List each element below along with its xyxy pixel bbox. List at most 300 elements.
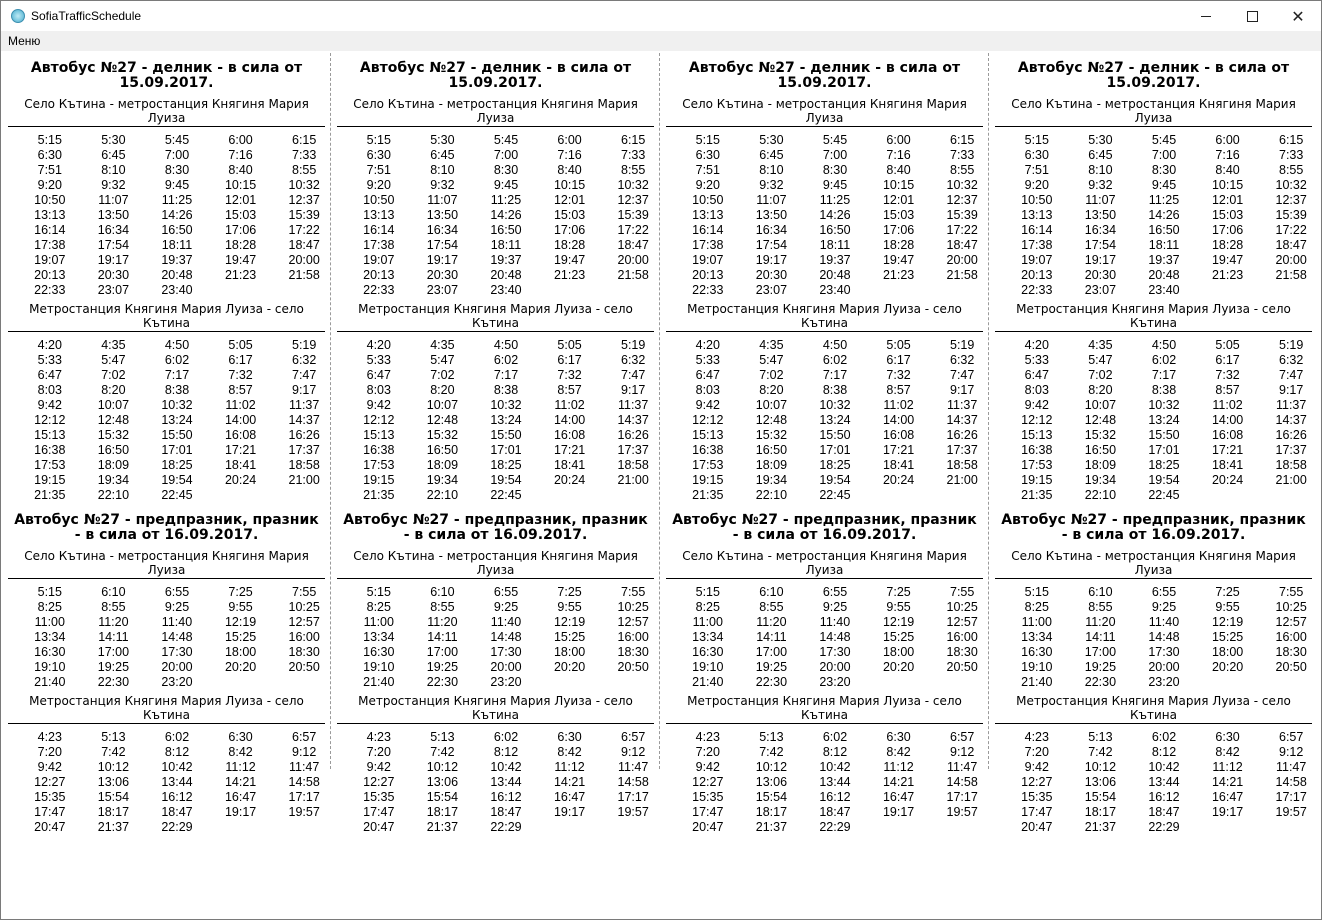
departure-time: 8:25 [366, 600, 391, 614]
departure-time: 16:26 [617, 428, 649, 442]
departure-time: 19:54 [1148, 473, 1180, 487]
departure-time: 17:06 [1211, 223, 1244, 237]
maximize-button[interactable] [1229, 1, 1275, 31]
departure-time: 14:48 [1148, 630, 1180, 644]
departure-time: 15:03 [1211, 208, 1244, 222]
departure-time: 12:48 [1084, 413, 1117, 427]
departure-time: 19:17 [1211, 805, 1244, 819]
schedule-content [1, 51, 1321, 919]
departure-time: 23:40 [161, 283, 193, 297]
departure-time: 14:00 [1211, 413, 1244, 427]
departure-time: 4:20 [695, 338, 720, 352]
departure-time: 8:55 [430, 600, 455, 614]
departure-time: 15:32 [755, 428, 788, 442]
departure-time: 22:30 [426, 675, 459, 689]
departure-time: 7:55 [621, 585, 646, 599]
departure-time: 7:47 [292, 368, 317, 382]
departure-time: 8:57 [228, 383, 253, 397]
departure-time: 11:20 [98, 615, 129, 629]
departure-time: 11:47 [946, 760, 978, 774]
departure-time: 6:55 [822, 585, 848, 599]
departure-time: 9:42 [366, 398, 391, 412]
departure-time: 22:33 [34, 283, 66, 297]
departure-time: 5:19 [1279, 338, 1304, 352]
departure-time: 8:38 [1151, 383, 1177, 397]
departure-time: 15:54 [1084, 790, 1117, 804]
departure-time: 13:24 [1148, 413, 1180, 427]
departure-time: 6:32 [621, 353, 646, 367]
departure-time: 5:30 [759, 133, 784, 147]
departure-time: 19:17 [553, 805, 586, 819]
departure-time: 22:45 [819, 488, 851, 502]
departure-time: 5:33 [1024, 353, 1049, 367]
departure-time: 16:34 [755, 223, 788, 237]
departure-time: 16:26 [946, 428, 978, 442]
departure-time: 5:30 [101, 133, 126, 147]
departure-time: 15:35 [363, 790, 395, 804]
departure-time: 17:17 [946, 790, 978, 804]
departure-time: 10:25 [946, 600, 978, 614]
departure-time: 4:20 [366, 338, 391, 352]
departure-time: 4:35 [759, 338, 784, 352]
departure-time: 6:02 [164, 730, 190, 744]
departure-time: 8:12 [822, 745, 848, 759]
departure-time: 6:45 [430, 148, 455, 162]
departure-time: 11:37 [288, 398, 320, 412]
departure-time: 8:03 [37, 383, 62, 397]
departure-time: 19:57 [288, 805, 320, 819]
departure-time: 7:00 [164, 148, 190, 162]
departure-time: 19:54 [490, 473, 522, 487]
departure-time: 11:25 [819, 193, 851, 207]
departure-time: 5:15 [695, 133, 720, 147]
departure-time: 12:12 [1021, 413, 1053, 427]
minimize-icon [1201, 16, 1211, 17]
departure-time: 20:47 [34, 820, 66, 834]
departure-time: 9:45 [164, 178, 190, 192]
departure-time: 17:53 [363, 458, 395, 472]
departure-time: 16:30 [34, 645, 66, 659]
departure-time: 7:00 [493, 148, 519, 162]
departure-time: 19:07 [692, 253, 724, 267]
departure-time: 8:20 [759, 383, 784, 397]
departure-time: 6:00 [886, 133, 911, 147]
departure-time: 7:20 [695, 745, 720, 759]
departure-time: 11:07 [756, 193, 787, 207]
departure-time: 12:37 [946, 193, 978, 207]
departure-time: 17:06 [553, 223, 586, 237]
departure-time: 11:20 [756, 615, 787, 629]
departure-time: 6:30 [886, 730, 911, 744]
departure-time: 10:42 [490, 760, 522, 774]
schedule-column [660, 51, 989, 834]
departure-time: 22:10 [1084, 488, 1117, 502]
departure-time: 12:37 [1275, 193, 1307, 207]
departure-times [347, 338, 660, 503]
direction-header: Метростанция Княгиня Мария Луиза - село Кътина [995, 694, 1312, 724]
departure-time: 10:25 [617, 600, 649, 614]
departure-time: 22:29 [490, 820, 522, 834]
departure-time: 11:02 [883, 398, 914, 412]
departure-time: 11:02 [225, 398, 256, 412]
departure-time: 20:48 [1148, 268, 1180, 282]
departure-time: 7:55 [1279, 585, 1304, 599]
departure-time: 7:47 [1279, 368, 1304, 382]
departure-time: 9:55 [1215, 600, 1240, 614]
departure-time: 7:02 [430, 368, 455, 382]
departure-time: 10:42 [161, 760, 193, 774]
departure-time: 22:30 [755, 675, 788, 689]
departure-time: 10:07 [755, 398, 788, 412]
departure-time: 10:12 [426, 760, 459, 774]
departure-time: 12:27 [692, 775, 724, 789]
departure-time: 7:32 [886, 368, 911, 382]
departure-time: 9:32 [1088, 178, 1113, 192]
departure-time: 20:13 [692, 268, 724, 282]
departure-time: 20:20 [882, 660, 915, 674]
departure-times [676, 730, 989, 835]
direction-header: Село Кътина - метростанция Княгиня Мария Луиза [666, 549, 983, 579]
departure-time: 19:10 [363, 660, 395, 674]
departure-time: 17:22 [1275, 223, 1307, 237]
departure-time: 20:20 [553, 660, 586, 674]
departure-time: 8:10 [101, 163, 126, 177]
departure-time: 17:01 [490, 443, 522, 457]
departure-time: 17:54 [1084, 238, 1117, 252]
departure-time: 6:55 [1151, 585, 1177, 599]
departure-times [676, 338, 989, 503]
departure-time: 7:42 [430, 745, 455, 759]
departure-time: 15:54 [755, 790, 788, 804]
direction-header: Метростанция Княгиня Мария Луиза - село Кътина [995, 302, 1312, 332]
departure-time: 5:45 [822, 133, 848, 147]
departure-time: 17:17 [617, 790, 649, 804]
menu-item-menu[interactable]: Меню [8, 34, 41, 48]
departure-time: 18:17 [755, 805, 788, 819]
departure-time: 9:45 [822, 178, 848, 192]
departure-time: 19:17 [882, 805, 915, 819]
departure-time: 20:00 [288, 253, 320, 267]
departure-time: 18:47 [946, 238, 978, 252]
departure-time: 9:32 [101, 178, 126, 192]
departure-time: 6:15 [621, 133, 646, 147]
departure-time: 7:51 [695, 163, 720, 177]
departure-time: 16:50 [819, 223, 851, 237]
departure-time: 14:48 [490, 630, 522, 644]
departure-time: 8:38 [493, 383, 519, 397]
departure-time: 18:58 [946, 458, 978, 472]
departure-time: 21:37 [1084, 820, 1117, 834]
departure-time: 11:47 [617, 760, 649, 774]
departure-time: 12:48 [755, 413, 788, 427]
departure-time: 21:37 [755, 820, 788, 834]
departure-time: 12:48 [97, 413, 130, 427]
departure-time: 9:42 [1024, 398, 1049, 412]
departure-time: 17:54 [755, 238, 788, 252]
departure-time: 9:42 [366, 760, 391, 774]
departure-time: 5:45 [1151, 133, 1177, 147]
departure-time: 17:22 [946, 223, 978, 237]
departure-time: 19:34 [755, 473, 788, 487]
departure-time: 8:55 [1279, 163, 1304, 177]
departure-time: 6:30 [228, 730, 253, 744]
departure-time: 14:26 [490, 208, 522, 222]
departure-time: 14:58 [946, 775, 978, 789]
minimize-button[interactable] [1183, 1, 1229, 31]
departure-time: 15:35 [34, 790, 66, 804]
departure-time: 17:17 [1275, 790, 1307, 804]
departure-time: 18:47 [490, 805, 522, 819]
departure-time: 5:13 [430, 730, 455, 744]
departure-time: 19:37 [161, 253, 193, 267]
departure-time: 21:00 [617, 473, 649, 487]
direction-header: Село Кътина - метростанция Княгиня Мария Луиза [666, 97, 983, 127]
departure-time: 21:40 [1021, 675, 1053, 689]
departure-time: 17:38 [692, 238, 724, 252]
departure-time: 8:55 [101, 600, 126, 614]
departure-time: 15:13 [363, 428, 395, 442]
departure-time: 19:34 [1084, 473, 1117, 487]
departure-time: 12:12 [34, 413, 66, 427]
departure-time: 18:47 [617, 238, 649, 252]
departure-time: 11:02 [1212, 398, 1243, 412]
departure-time: 19:17 [1084, 253, 1117, 267]
departure-time: 16:08 [1211, 428, 1244, 442]
departure-time: 11:00 [1021, 615, 1052, 629]
departure-time: 11:12 [554, 760, 585, 774]
departure-time: 16:12 [819, 790, 851, 804]
departure-time: 7:51 [1024, 163, 1049, 177]
departure-time: 9:25 [493, 600, 519, 614]
departure-time: 16:50 [490, 223, 522, 237]
departure-time: 12:27 [363, 775, 395, 789]
departure-time: 7:02 [759, 368, 784, 382]
departure-time: 19:47 [553, 253, 586, 267]
departure-time: 7:20 [1024, 745, 1049, 759]
departure-time: 15:13 [1021, 428, 1053, 442]
departure-time: 14:37 [946, 413, 978, 427]
departure-time: 12:37 [288, 193, 320, 207]
departure-time: 12:27 [34, 775, 66, 789]
departure-time: 19:17 [224, 805, 257, 819]
departure-time: 19:25 [755, 660, 788, 674]
departure-time: 19:57 [1275, 805, 1307, 819]
departure-time: 13:50 [1084, 208, 1117, 222]
departure-time: 8:42 [1215, 745, 1240, 759]
departure-time: 10:15 [224, 178, 257, 192]
departure-time: 5:15 [1024, 585, 1049, 599]
title-bar[interactable] [1, 1, 1321, 31]
departure-time: 14:58 [1275, 775, 1307, 789]
departure-time: 18:11 [1148, 238, 1180, 252]
departure-time: 8:30 [822, 163, 848, 177]
departure-time: 7:25 [1215, 585, 1240, 599]
departure-time: 6:17 [228, 353, 253, 367]
close-button[interactable] [1275, 1, 1321, 31]
departure-time: 11:12 [1212, 760, 1243, 774]
departure-time: 5:05 [1215, 338, 1240, 352]
departure-time: 8:55 [292, 163, 317, 177]
departure-time: 9:45 [493, 178, 519, 192]
departure-time: 13:13 [363, 208, 395, 222]
departure-time: 19:37 [490, 253, 522, 267]
departure-time: 19:15 [363, 473, 395, 487]
departure-time: 20:30 [1084, 268, 1117, 282]
departure-time: 19:25 [1084, 660, 1117, 674]
departure-time: 17:01 [1148, 443, 1180, 457]
departure-time: 23:40 [819, 283, 851, 297]
departure-time: 21:40 [34, 675, 66, 689]
departure-time: 17:00 [755, 645, 788, 659]
departure-time: 19:17 [97, 253, 130, 267]
departure-time: 14:11 [98, 630, 129, 644]
departure-time: 16:12 [1148, 790, 1180, 804]
departure-time: 10:07 [1084, 398, 1117, 412]
departure-time: 19:34 [97, 473, 130, 487]
departure-time: 8:12 [1151, 745, 1177, 759]
departure-times [18, 133, 331, 298]
departure-time: 6:47 [366, 368, 391, 382]
departure-time: 13:50 [97, 208, 130, 222]
departure-time: 21:35 [363, 488, 395, 502]
departure-time: 23:20 [819, 675, 851, 689]
departure-time: 20:00 [819, 660, 851, 674]
departure-time: 10:50 [1021, 193, 1053, 207]
departure-time: 8:10 [759, 163, 784, 177]
departure-time: 15:35 [692, 790, 724, 804]
departure-time: 21:35 [34, 488, 66, 502]
departure-time: 14:48 [819, 630, 851, 644]
departure-time: 4:35 [430, 338, 455, 352]
departure-time: 18:00 [882, 645, 915, 659]
departure-time: 20:50 [946, 660, 978, 674]
departure-time: 17:38 [363, 238, 395, 252]
departure-time: 19:07 [1021, 253, 1053, 267]
departure-time: 22:45 [490, 488, 522, 502]
departure-time: 20:13 [363, 268, 395, 282]
departure-time: 10:07 [97, 398, 130, 412]
departure-time: 11:25 [490, 193, 522, 207]
departure-time: 15:50 [819, 428, 851, 442]
departure-time: 5:19 [621, 338, 646, 352]
departure-time: 14:37 [288, 413, 320, 427]
departure-time: 13:34 [1021, 630, 1053, 644]
departure-time: 8:12 [493, 745, 519, 759]
departure-time: 8:55 [621, 163, 646, 177]
departure-time: 16:38 [34, 443, 66, 457]
departure-time: 22:45 [1148, 488, 1180, 502]
departure-time: 9:42 [695, 760, 720, 774]
departure-time: 6:47 [37, 368, 62, 382]
departure-time: 6:57 [621, 730, 646, 744]
departure-time: 21:37 [426, 820, 459, 834]
departure-time: 12:19 [553, 615, 586, 629]
departure-time: 17:01 [161, 443, 193, 457]
departure-time: 11:40 [819, 615, 851, 629]
app-icon [11, 9, 25, 23]
departure-time: 17:22 [288, 223, 320, 237]
departure-time: 7:20 [366, 745, 391, 759]
departure-time: 8:38 [164, 383, 190, 397]
departure-time: 18:47 [1275, 238, 1307, 252]
departure-time: 18:28 [882, 238, 915, 252]
departure-time: 10:50 [34, 193, 66, 207]
departure-time: 6:10 [759, 585, 784, 599]
schedule-column [331, 51, 660, 834]
departure-time: 8:20 [430, 383, 455, 397]
departure-time: 14:00 [882, 413, 915, 427]
direction-header: Село Кътина - метростанция Княгиня Мария Луиза [337, 97, 654, 127]
schedule-column [2, 51, 331, 834]
schedule-title: Автобус №27 - предпразник, празник - в сила от 16.09.2017. [672, 512, 977, 543]
departure-time: 23:40 [1148, 283, 1180, 297]
departure-time: 19:10 [1021, 660, 1053, 674]
departure-time: 11:07 [98, 193, 129, 207]
departure-time: 9:42 [695, 398, 720, 412]
departure-time: 23:20 [490, 675, 522, 689]
departure-time: 19:34 [426, 473, 459, 487]
departure-time: 15:39 [946, 208, 978, 222]
departure-time: 13:44 [819, 775, 851, 789]
departure-time: 7:32 [557, 368, 582, 382]
departure-time: 15:32 [97, 428, 130, 442]
departure-time: 19:15 [692, 473, 724, 487]
departure-time: 18:09 [1084, 458, 1117, 472]
departure-time: 10:25 [1275, 600, 1307, 614]
departure-time: 20:20 [1211, 660, 1244, 674]
departure-time: 21:00 [288, 473, 320, 487]
departure-times [18, 338, 331, 503]
departure-time: 8:55 [950, 163, 975, 177]
departure-time: 9:55 [228, 600, 253, 614]
departure-time: 10:32 [1148, 398, 1180, 412]
departure-time: 9:42 [37, 760, 62, 774]
departure-time: 7:20 [37, 745, 62, 759]
departure-time: 16:34 [1084, 223, 1117, 237]
departure-time: 11:37 [946, 398, 978, 412]
departure-time: 8:42 [557, 745, 582, 759]
departure-time: 7:33 [1279, 148, 1304, 162]
departure-time: 15:39 [288, 208, 320, 222]
departure-time: 6:57 [1279, 730, 1304, 744]
departure-time: 11:07 [1085, 193, 1116, 207]
departure-time: 13:50 [426, 208, 459, 222]
departure-time: 8:03 [695, 383, 720, 397]
departure-time: 14:21 [553, 775, 586, 789]
departure-time: 6:15 [292, 133, 317, 147]
departure-time: 20:00 [490, 660, 522, 674]
departure-time: 14:00 [224, 413, 257, 427]
departure-time: 15:13 [692, 428, 724, 442]
departure-time: 16:47 [224, 790, 257, 804]
departure-time: 8:57 [886, 383, 911, 397]
departure-time: 11:25 [161, 193, 193, 207]
departure-time: 20:24 [1211, 473, 1244, 487]
departure-time: 15:25 [553, 630, 586, 644]
departure-time: 16:30 [363, 645, 395, 659]
direction-header: Метростанция Княгиня Мария Луиза - село Кътина [8, 302, 325, 332]
departure-time: 7:00 [1151, 148, 1177, 162]
departure-time: 21:23 [882, 268, 915, 282]
departure-time: 14:26 [1148, 208, 1180, 222]
departure-time: 17:30 [819, 645, 851, 659]
departure-time: 5:15 [695, 585, 720, 599]
departure-time: 7:16 [228, 148, 253, 162]
departure-time: 6:02 [493, 730, 519, 744]
departure-time: 13:24 [490, 413, 522, 427]
departure-time: 7:47 [621, 368, 646, 382]
departure-time: 17:21 [1211, 443, 1244, 457]
